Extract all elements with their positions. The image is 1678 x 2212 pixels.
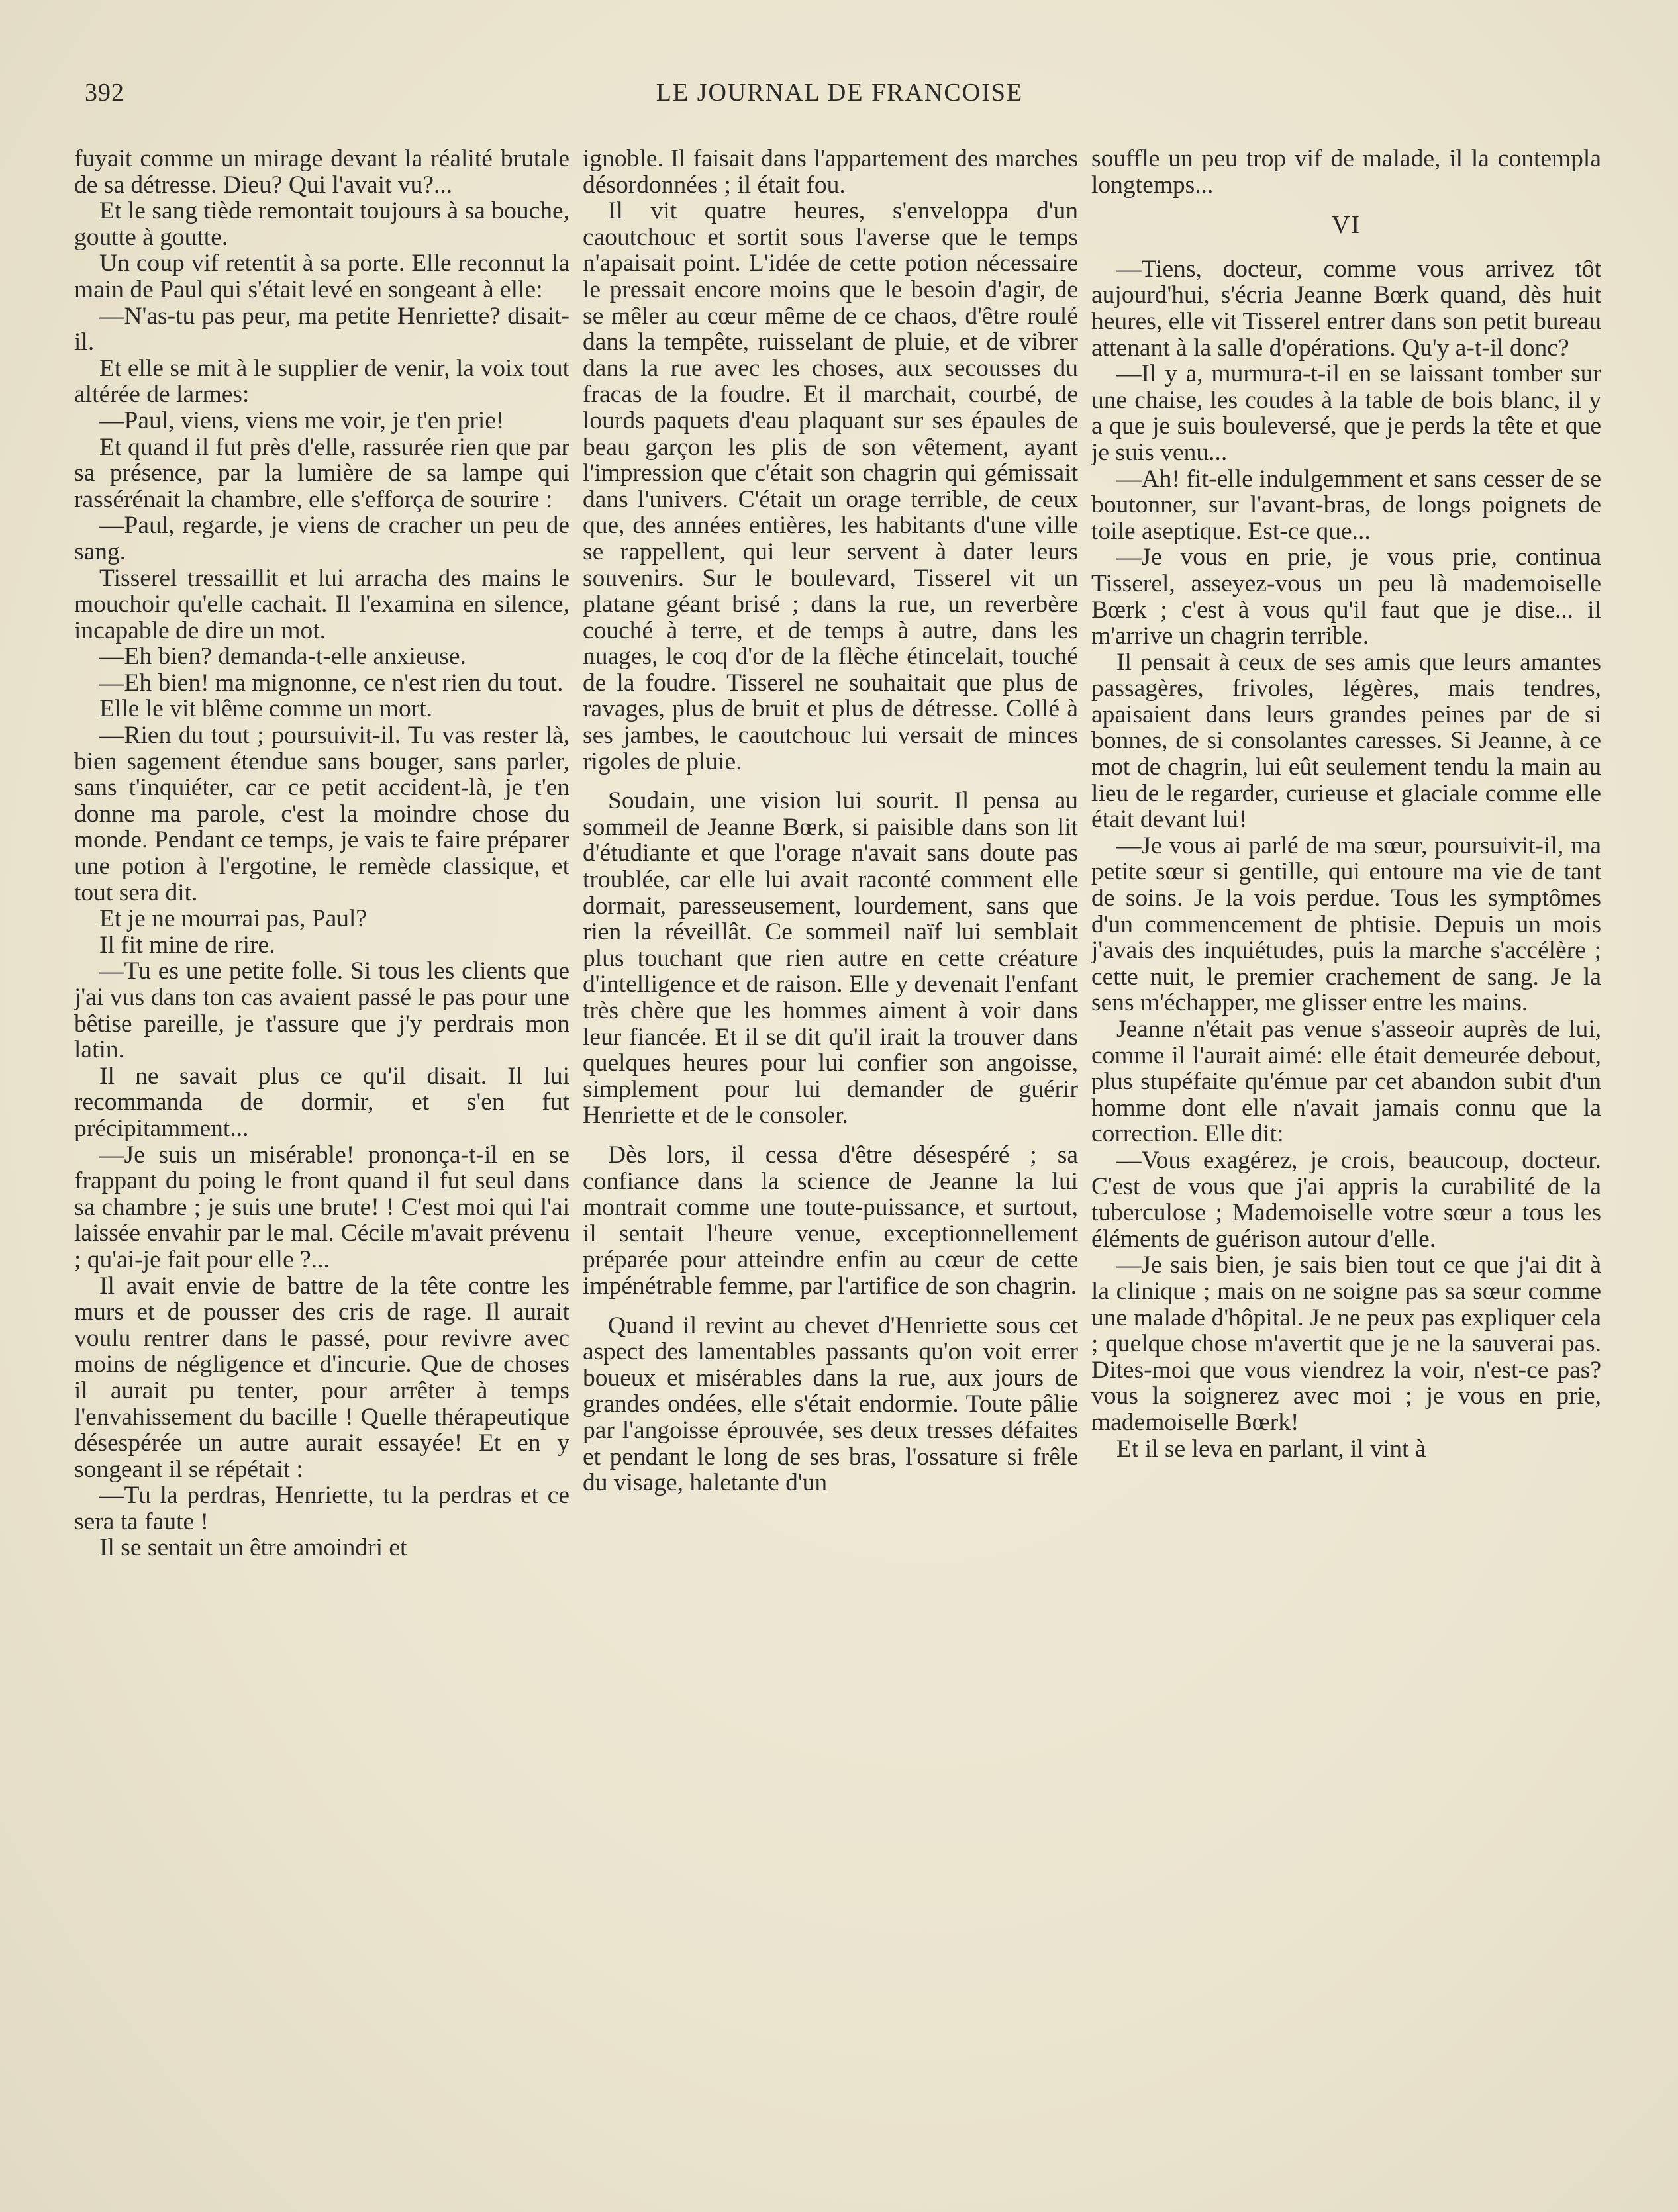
paragraph: Soudain, une vision lui sourit. Il pensa au sommeil de Jeanne Bœrk, si paisible dans son lit d'étudiante et que l'orage n'avait sans doute pas troublée, car elle lui avait raconté comment elle dormait, paresseusement, lourdement, sans que rien la réveillât. Ce sommeil naïf lui semblait plus touchant que rien autre en cette créature d'intelligence et de raison. Elle y devenait l'enfant très chère que les hommes aiment à voir dans leur fiancée. Et il se dit qu'il irait la trouver dans quelques heures pour lui confier son angoisse, simplement pour lui demander de guérir Henriette et de le consoler.	[583, 787, 1078, 1130]
paragraph: Quand il revint au chevet d'Henriette sous cet aspect des lamentables passants qu'on voit errer boueux et misérables dans la rue, aux jours de grandes ondées, elle s'était endormie. Toute pâlie par l'angoisse éprouvée, ses deux tresses défaites et pendant le long de ses bras, l'ossature si frêle du visage, haletante d'un	[583, 1312, 1078, 1497]
paragraph: —N'as-tu pas peur, ma petite Henriette? disait-il.	[74, 302, 569, 356]
running-title: LE JOURNAL DE FRANCOISE	[656, 79, 1024, 107]
paragraph: —Je sais bien, je sais bien tout ce que j'ai dit à la clinique ; mais on ne soigne pas sa sœur comme une malade d'hôpital. Je ne peux pas expliquer cela ; quelque chose m'avertit que je ne la sauverai pas. Dites-moi que vous viendrez la voir, n'est-ce pas? vous la soignerez avec moi ; je vous en prie, mademoiselle Bœrk!	[1091, 1251, 1601, 1436]
paragraph: Et je ne mourrai pas, Paul?	[99, 905, 368, 933]
paragraph: —Vous exagérez, je crois, beaucoup, docteur. C'est de vous que j'ai appris la curabilité de la tuberculose ; Mademoiselle votre sœur a tous les éléments de guérison autour d'elle.	[1091, 1146, 1601, 1253]
paragraph: —Ah! fit-elle indulgemment et sans cesser de se boutonner, sur l'avant-bras, de longs poignets de toile aseptique. Est-ce que...	[1091, 465, 1601, 545]
paragraph: —Je vous ai parlé de ma sœur, poursuivit-il, ma petite sœur si gentille, qui entoure ma vie de tant de soins. Je la vois perdue. Tous les symptômes d'un commencement de phtisie. Depuis un mois j'avais des inquiétudes, puis la marche s'accélère ; cette nuit, le premier crachement de sang. Je la sens m'échapper, me glisser entre les mains.	[1091, 832, 1601, 1017]
paragraph: Un coup vif retentit à sa porte. Elle reconnut la main de Paul qui s'était levé en songeant à elle:	[74, 250, 569, 303]
paragraph: —Eh bien? demanda-t-elle anxieuse.	[99, 643, 466, 671]
paragraph: Tisserel tressaillit et lui arracha des mains le mouchoir qu'elle cachait. Il l'examina en silence, incapable de dire un mot.	[74, 564, 569, 644]
paragraph: ignoble. Il faisait dans l'appartement des marches désordonnées ; il était fou.	[583, 145, 1078, 199]
paragraph: souffle un peu trop vif de malade, il la contempla longtemps...	[1091, 145, 1601, 199]
paragraph: —Tu la perdras, Henriette, tu la perdras et ce sera ta faute !	[74, 1482, 569, 1535]
paragraph: Dès lors, il cessa d'être désespéré ; sa confiance dans la science de Jeanne la lui montrait comme une toute-puissance, et surtout, il sentait l'heure venue, exceptionnellement préparée pour atteindre enfin au cœur de cette impénétrable femme, par l'artifice de son chagrin.	[583, 1141, 1078, 1300]
paragraph: Il vit quatre heures, s'enveloppa d'un caoutchouc et sortit sous l'averse que le temps n'apaisait point. L'idée de cette potion nécessaire le pressait encore moins que le besoin d'agir, de se mêler au cœur même de ce chaos, d'être roulé dans la tempête, ruisselant de pluie, et de vibrer dans la rue avec les choses, aux secousses du fracas de la foudre. Et il marchait, courbé, de lourds paquets d'eau plaquant sur ses épaules de beau garçon les plis de son vêtement, ayant l'impression que c'était son chagrin qui gémissait dans l'univers. C'était un orage terrible, de ceux que, des années entières, les habitants d'une ville se rappellent, qui leur servent à dater leurs souvenirs. Sur le boulevard, Tisserel vit un platane géant brisé ; dans la rue, un reverbère couché à terre, et de temps à autre, dans les nuages, le coq d'or de la flèche étincelait, touché de la foudre. Tisserel ne souhaitait que plus de ravages, plus de bruit et plus de détresse. Collé à ses jambes, le caoutchouc lui versait de minces rigoles de pluie.	[583, 197, 1078, 775]
chapter-heading: VI	[1331, 211, 1361, 240]
paragraph: —Paul, viens, viens me voir, je t'en prie!	[99, 407, 505, 434]
paragraph: Et quand il fut près d'elle, rassurée rien que par sa présence, par la lumière de sa lampe qui rassérénait la chambre, elle s'efforça de sourire :	[74, 433, 569, 513]
paragraph: Il ne savait plus ce qu'il disait. Il lui recommanda de dormir, et s'en fut précipitamment...	[74, 1062, 569, 1142]
paragraph: Et elle se mit à le supplier de venir, la voix tout altérée de larmes:	[74, 354, 569, 409]
paragraph: Et le sang tiède remontait toujours à sa bouche, goutte à goutte.	[74, 197, 569, 251]
paragraph: —Rien du tout ; poursuivit-il. Tu vas rester là, bien sagement étendue sans bouger, sans parler, sans t'inquiéter, car ce petit accident-là, je t'en donne ma parole, c'est la moindre chose du monde. Pendant ce temps, je vais te faire préparer une potion à l'ergotine, le remède classique, et tout sera dit.	[74, 722, 569, 906]
paragraph: fuyait comme un mirage devant la réalité brutale de sa détresse. Dieu? Qui l'avait vu?...	[74, 145, 569, 199]
paragraph: —Tiens, docteur, comme vous arrivez tôt aujourd'hui, s'écria Jeanne Bœrk quand, dès huit heures, elle vit Tisserel entrer dans son petit bureau attenant à la salle d'opérations. Qu'y a-t-il donc?	[1091, 255, 1601, 361]
paragraph: Elle le vit blême comme un mort.	[99, 695, 432, 723]
paragraph: —Paul, regarde, je viens de cracher un peu de sang.	[74, 512, 569, 565]
paragraph: Jeanne n'était pas venue s'asseoir auprès de lui, comme il l'aurait aimé: elle était demeurée debout, plus stupéfaite qu'émue par cet abandon subit d'un homme dont elle n'avait jamais connu que la correction. Elle dit:	[1091, 1016, 1601, 1148]
paragraph: —Je vous en prie, je vous prie, continua Tisserel, asseyez-vous un peu là mademoiselle Bœrk ; c'est à vous qu'il faut que je dise... il m'arrive un chagrin terrible.	[1091, 544, 1601, 650]
paragraph: Il pensait à ceux de ses amis que leurs amantes passagères, frivoles, légères, mais tendres, apaisaient dans leurs grandes peines par de si bonnes, de si consolantes caresses. Si Jeanne, à ce mot de chagrin, lui eût seulement tendu la main au lieu de le regarder, curieuse et glaciale comme elle était devant lui!	[1091, 648, 1601, 834]
paragraph: Il se sentait un être amoindri et	[99, 1534, 407, 1562]
text-column-1	[74, 146, 569, 1561]
paragraph: —Tu es une petite folle. Si tous les clients que j'ai vus dans ton cas avaient passé le pas pour une bêtise pareille, je t'assure que j'y perdrais mon latin.	[74, 957, 569, 1064]
paragraph: —Je suis un misérable! prononça-t-il en se frappant du poing le front quand il fut seul dans sa chambre ; je suis une brute! ! C'est moi qui l'ai laissée envahir par le mal. Cécile m'avait prévenu ; qu'ai-je fait pour elle ?...	[74, 1141, 569, 1273]
paragraph: Et il se leva en parlant, il vint à	[1116, 1435, 1426, 1463]
paragraph: —Il y a, murmura-t-il en se laissant tomber sur une chaise, les coudes à la table de bois blanc, il y a que je suis bouleversé, que je perds la tête et que je suis venu...	[1091, 360, 1601, 466]
text-column-3	[1091, 146, 1601, 1462]
paragraph: —Eh bien! ma mignonne, ce n'est rien du tout.	[99, 669, 564, 697]
paragraph: Il fit mine de rire.	[99, 931, 275, 959]
page-number: 392	[85, 79, 124, 107]
page-header	[65, 78, 1614, 124]
paragraph: Il avait envie de battre de la tête contre les murs et de pousser des cris de rage. Il aurait voulu rentrer dans le passé, pour revivre avec moins de négligence et d'incurie. Que de choses il aurait pu tenter, pour arrêter à temps l'envahissement du bacille ! Quelle thérapeutique désespérée un autre aurait essayée! Et en y songeant il se répétait :	[74, 1272, 569, 1483]
text-column-2	[583, 146, 1078, 1496]
